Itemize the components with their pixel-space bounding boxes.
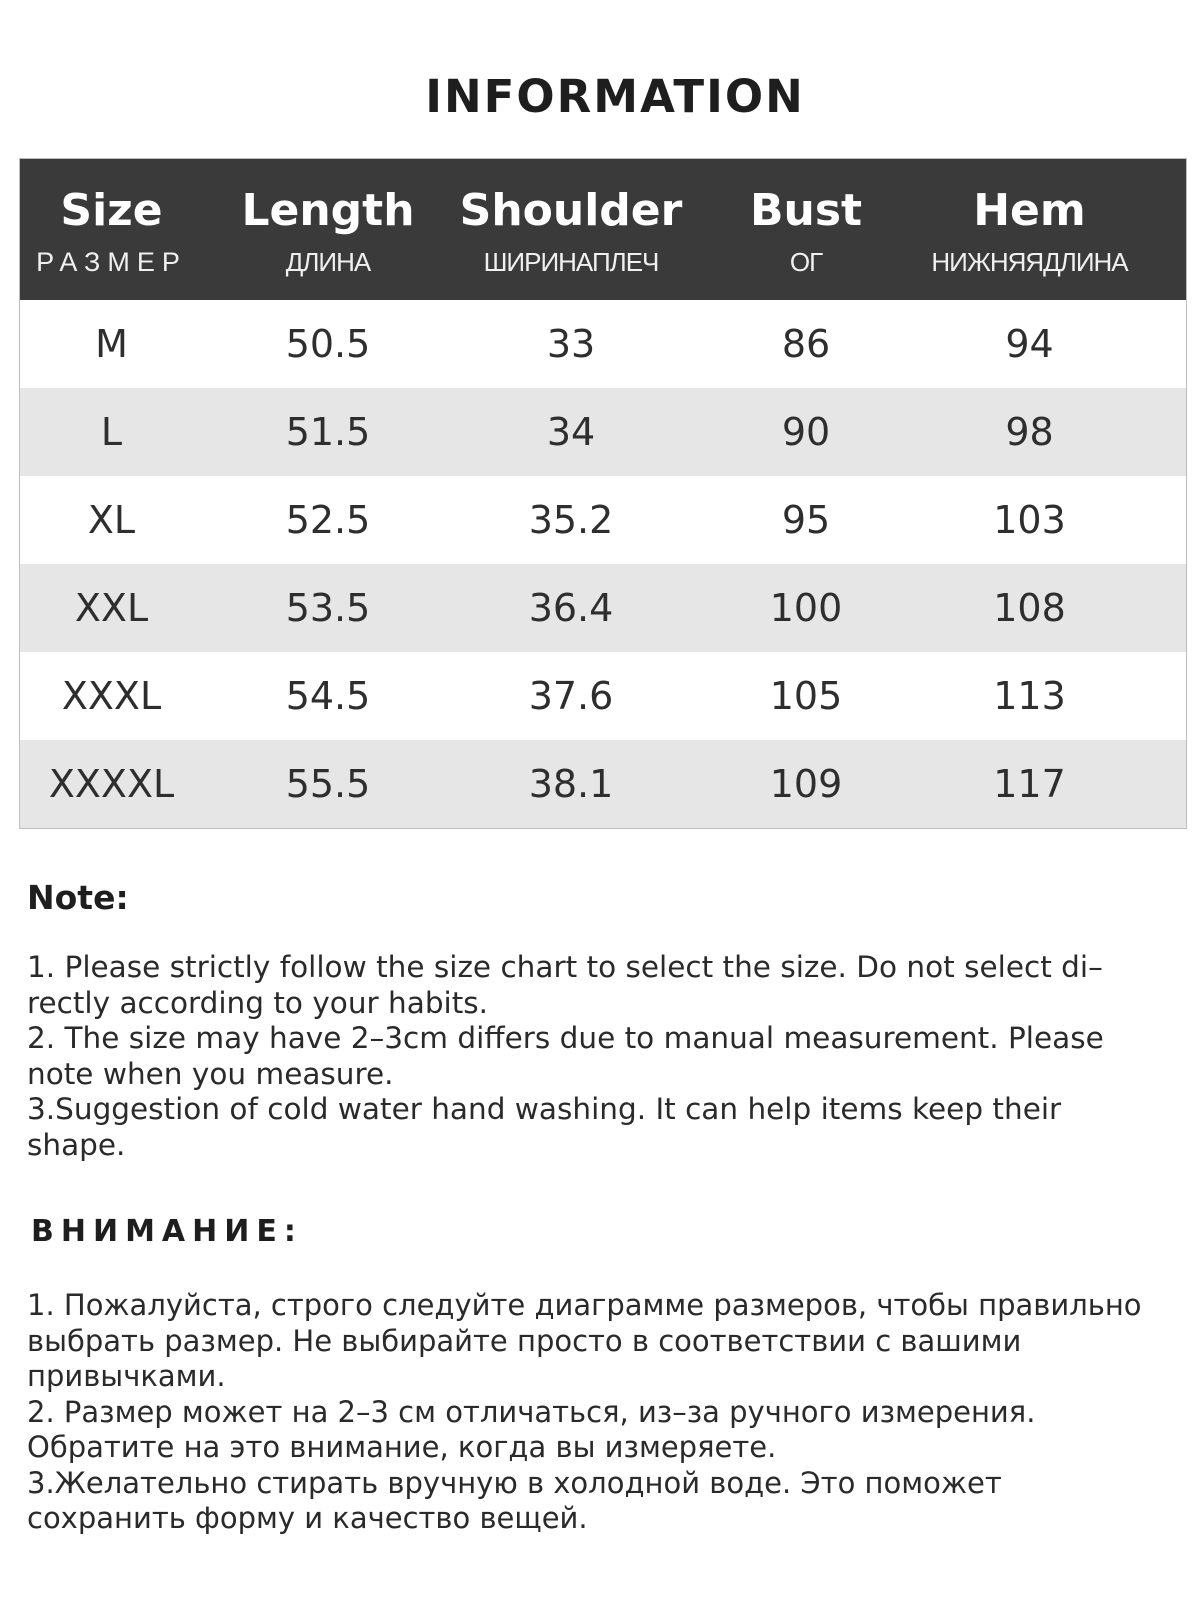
ru-note-line: 2. Размер может на 2–3 см отличаться, из–за ручного измерения.: [27, 1394, 1036, 1429]
cell-bust: 86: [781, 322, 831, 366]
cell-length: 53.5: [285, 586, 371, 630]
header-length: [203, 159, 453, 300]
cell-bust: 109: [769, 762, 843, 806]
cell-shoulder: 33: [546, 322, 596, 366]
header-label-en: Size: [60, 184, 163, 236]
header-label-ru: ДЛИНА: [285, 246, 371, 277]
note-line: note when you measure.: [27, 1056, 394, 1091]
cell-shoulder: 35.2: [528, 498, 614, 542]
header-label-en: Length: [241, 184, 415, 236]
cell-hem: 94: [1005, 322, 1054, 366]
table-row: [20, 564, 1186, 652]
table-body: [20, 300, 1186, 828]
header-hem: [923, 159, 1136, 300]
cell-shoulder: 36.4: [528, 586, 614, 630]
size-chart-table: [19, 158, 1187, 829]
ru-note-line: выбрать размер. Не выбирайте просто в соответствии с вашими: [27, 1323, 1022, 1358]
cell-shoulder: 34: [546, 410, 596, 454]
cell-size: XL: [87, 498, 136, 542]
note-text: [27, 950, 1187, 1163]
page-title: INFORMATION: [425, 70, 805, 123]
cell-hem: 117: [993, 762, 1066, 806]
header-label-en: Shoulder: [459, 184, 683, 236]
header-label-en: Bust: [749, 184, 863, 236]
cell-hem: 108: [993, 586, 1066, 630]
header-label-ru: НИЖНЯЯДЛИНА: [931, 246, 1128, 277]
ru-note-line: Обратите на это внимание, когда вы измеряете.: [27, 1430, 777, 1464]
table-row: [20, 300, 1186, 388]
ru-note-heading: ВНИМАНИЕ:: [31, 1214, 303, 1249]
cell-hem: 113: [993, 674, 1066, 718]
table-row: [20, 388, 1186, 476]
cell-size: XXL: [74, 586, 149, 630]
note-line: shape.: [27, 1127, 126, 1162]
cell-hem: 103: [993, 498, 1066, 542]
note-line: rectly according to your habits.: [27, 985, 489, 1020]
note-heading: Note:: [27, 878, 129, 917]
cell-size: L: [100, 410, 123, 454]
header-bust: [689, 159, 923, 300]
header-label-ru: ОГ: [789, 246, 823, 277]
table-row: [20, 476, 1186, 564]
cell-length: 52.5: [285, 498, 371, 542]
cell-bust: 90: [781, 410, 831, 454]
cell-shoulder: 37.6: [528, 674, 614, 718]
cell-size: XXXXL: [48, 762, 175, 806]
table-row: [20, 740, 1186, 828]
cell-shoulder: 38.1: [528, 762, 614, 806]
cell-length: 54.5: [285, 674, 371, 718]
header-label-ru: ШИРИНАПЛЕЧ: [483, 246, 659, 277]
ru-note-line: сохранить форму и качество вещей.: [27, 1501, 588, 1535]
cell-hem: 98: [1005, 410, 1054, 454]
ru-note-line: привычками.: [27, 1359, 226, 1393]
cell-length: 50.5: [285, 322, 371, 366]
cell-size: XXXL: [61, 674, 162, 718]
ru-note-line: 1. Пожалуйста, строго следуйте диаграмме размеров, чтобы правильно: [27, 1288, 1142, 1322]
note-line: 1. Please strictly follow the size chart to select the size. Do not select di–: [27, 950, 1103, 984]
cell-bust: 105: [769, 674, 843, 718]
cell-bust: 95: [781, 498, 831, 542]
note-line: 3.Suggestion of cold water hand washing. It can help items keep their: [27, 1092, 1062, 1126]
header-label-en: Hem: [973, 184, 1086, 236]
ru-note-line: 3.Желательно стирать вручную в холодной воде. Это поможет: [27, 1465, 1002, 1500]
table-header: [20, 159, 1186, 300]
ru-note-text: [27, 1288, 1192, 1537]
cell-length: 55.5: [285, 762, 371, 806]
table-row: [20, 652, 1186, 740]
cell-size: M: [95, 322, 128, 366]
header-label-ru: РАЗМЕР: [36, 246, 187, 277]
note-line: 2. The size may have 2–3cm differs due to manual measurement. Please: [27, 1021, 1104, 1055]
header-shoulder: [453, 159, 689, 300]
header-size: [20, 159, 203, 300]
cell-bust: 100: [769, 586, 843, 630]
cell-length: 51.5: [285, 410, 371, 454]
